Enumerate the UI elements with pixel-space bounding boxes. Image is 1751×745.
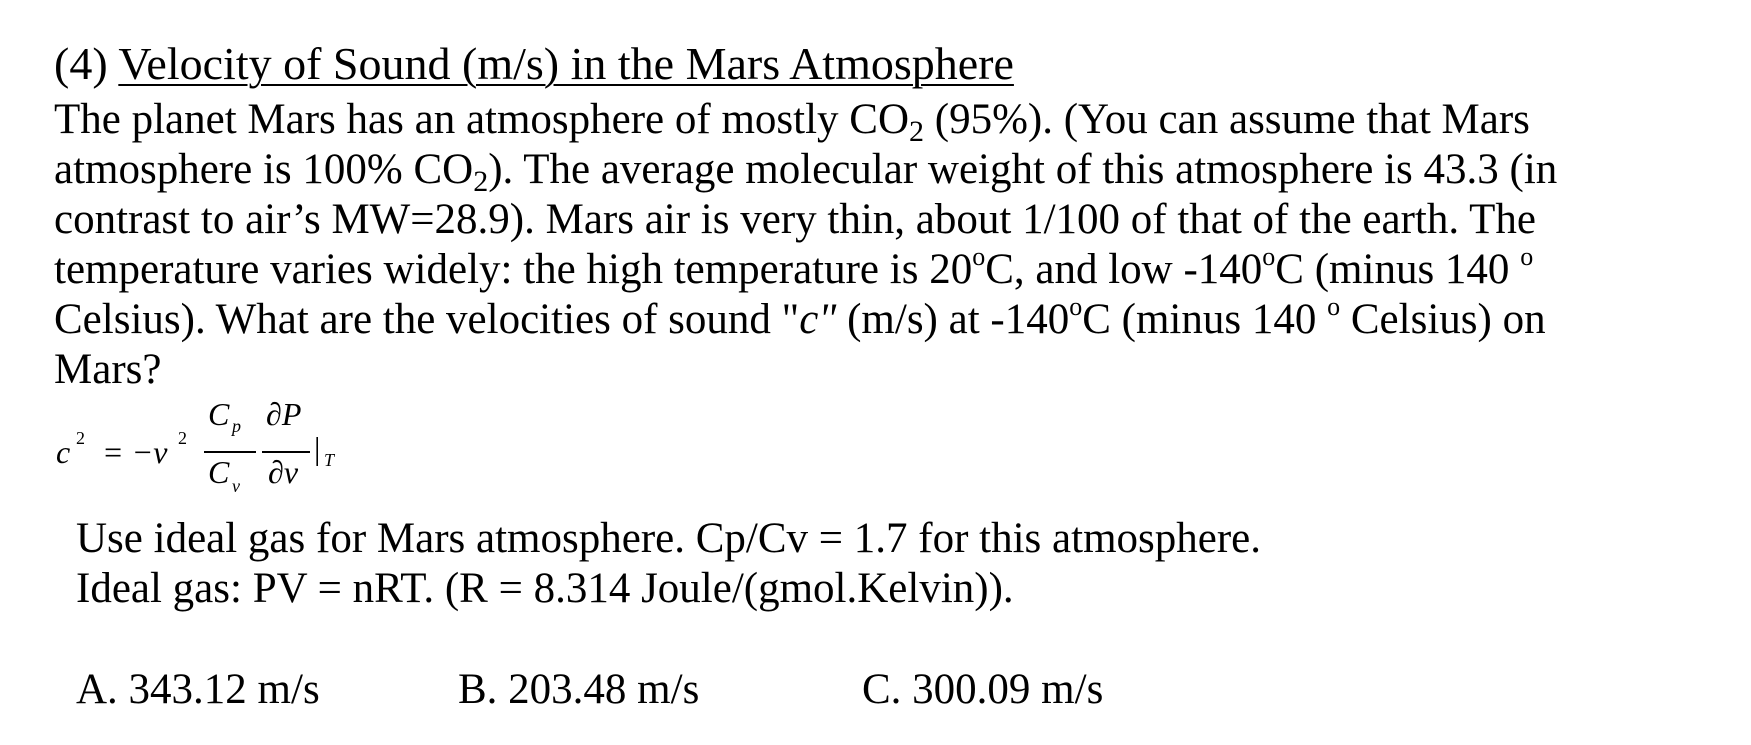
- option-b[interactable]: B. 203.48 m/s: [458, 666, 700, 713]
- body-text: The planet Mars has an atmosphere of mostly CO: [54, 96, 910, 143]
- body-text: Celsius) on: [1340, 296, 1546, 343]
- body-text: atmosphere is 100% CO: [54, 146, 474, 193]
- option-c[interactable]: C. 300.09 m/s: [862, 666, 1104, 713]
- question-body: [54, 95, 1704, 395]
- formula-dP: ∂P: [266, 396, 302, 432]
- body-text: C (minus 140: [1275, 246, 1521, 293]
- question-title: [54, 36, 1014, 92]
- degree-symbol: o: [1069, 292, 1083, 321]
- formula-cv-v: v: [232, 476, 240, 496]
- body-text: (m/s) at -140: [836, 296, 1070, 343]
- body-text: (95%). (You can assume that Mars: [924, 96, 1530, 143]
- body-text: ). The average molecular weight of this atmosphere is 43.3 (in: [488, 146, 1558, 193]
- italic-c: c": [799, 296, 837, 343]
- body-text: C (minus 140: [1082, 296, 1328, 343]
- formula-subscript-T: T: [324, 450, 335, 470]
- instruction-line-1: Use ideal gas for Mars atmosphere. Cp/Cv = 1.7 for this atmosphere.: [76, 515, 1261, 562]
- body-text: C, and low -140: [985, 246, 1263, 293]
- body-line-4: [54, 242, 1704, 295]
- instructions: [76, 514, 1261, 614]
- degree-symbol: o: [1262, 242, 1276, 271]
- fraction-bar-dp-dv: [262, 451, 310, 453]
- formula-c-exponent: 2: [76, 428, 85, 448]
- formula-cp-C: C: [208, 396, 230, 432]
- body-line-6: Mars?: [54, 346, 162, 393]
- body-line-3: contrast to air’s MW=28.9). Mars air is very thin, about 1/100 of that of the earth. The: [54, 196, 1536, 243]
- formula-equals-minus-v: = −v: [102, 434, 168, 470]
- degree-symbol: o: [972, 242, 986, 271]
- formula-cp-p: p: [232, 416, 241, 436]
- option-a[interactable]: A. 343.12 m/s: [76, 666, 320, 713]
- question-number: (4): [54, 38, 108, 89]
- formula-v-exponent: 2: [178, 428, 187, 448]
- sound-velocity-formula: [56, 396, 356, 510]
- degree-symbol: o: [1327, 292, 1341, 321]
- formula-dv: ∂v: [268, 454, 299, 490]
- formula-cv-C: C: [208, 454, 230, 490]
- instruction-line-2: Ideal gas: PV = nRT. (R = 8.314 Joule/(gmol.Kelvin)).: [76, 565, 1014, 612]
- formula-evaluation-bar: |: [314, 430, 321, 466]
- body-text: temperature varies widely: the high temperature is 20: [54, 246, 973, 293]
- fraction-bar-cp-cv: [204, 451, 256, 453]
- degree-symbol: o: [1520, 242, 1534, 271]
- subscript: 2: [473, 165, 489, 198]
- body-text: Celsius). What are the velocities of sound ": [54, 296, 800, 343]
- formula-c: c: [56, 434, 71, 470]
- question-title-text: Velocity of Sound (m/s) in the Mars Atmosphere: [118, 38, 1014, 89]
- body-line-5: [54, 292, 1704, 345]
- subscript: 2: [909, 115, 925, 148]
- body-line-1: [54, 95, 1704, 148]
- body-line-2: [54, 145, 1704, 198]
